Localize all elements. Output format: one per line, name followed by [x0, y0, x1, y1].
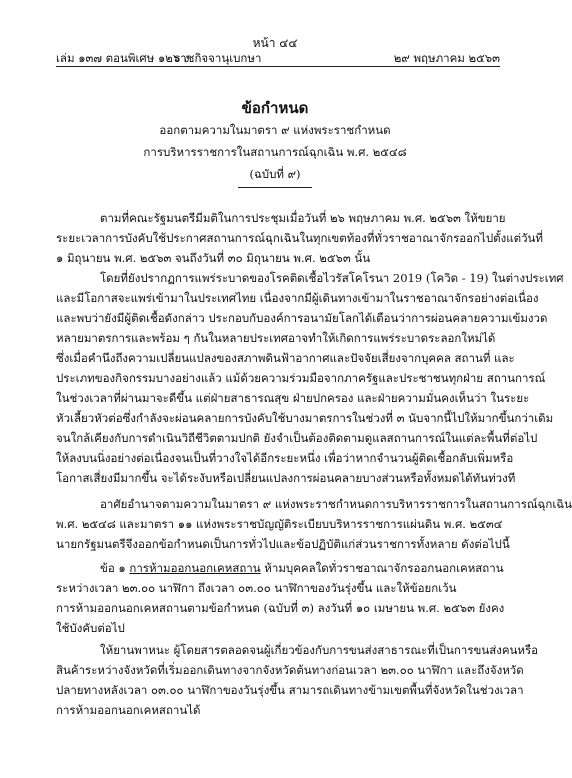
- paragraph-line: หลายมาตรการและพร้อม ๆ กันในหลายประเทศอาจทำให้เกิดการแพร่ระบาดระลอกใหม่ได้: [56, 331, 496, 345]
- paragraph-line: จนใกล้เคียงกับการดำเนินวิถีชีวิตตามปกติ ยังจำเป็นต้องติดตามดูแลสถานการณ์ในแต่ละพื้นที่ต่อไป: [56, 431, 538, 445]
- page-number: หน้า ๔๔: [252, 36, 298, 50]
- paragraph-line: โดยที่ยังปรากฏการแพร่ระบาดของโรคติดเชื้อไวรัสโคโรนา 2019 (โควิด - 19) ในต่างประเทศ: [100, 271, 564, 285]
- paragraph-line: ระหว่างเวลา ๒๓.๐๐ นาฬิกา ถึงเวลา ๐๓.๐๐ นาฬิกาของวันรุ่งขึ้น และให้ข้อยกเว้น: [56, 581, 457, 595]
- paragraph-line: ปลายทางหลังเวลา ๐๓.๐๐ นาฬิกาของวันรุ่งขึ้น สามารถเดินทางข้ามเขตพื้นที่จังหวัดในช่วงเวลา: [56, 683, 524, 697]
- paragraph-line: ในช่วงเวลาที่ผ่านมาจะดีขึ้น แต่ฝ่ายสาธารณสุข ฝ่ายปกครอง และฝ่ายความมั่นคงเห็นว่า ในระยะ: [56, 391, 530, 405]
- paragraph-authority: [56, 494, 572, 554]
- paragraph-line: ตามที่คณะรัฐมนตรีมีมติในการประชุมเมื่อวันที่ ๒๖ พฤษภาคม พ.ศ. ๒๕๖๓ ให้ขยาย: [100, 211, 506, 225]
- paragraph-line: หัวเลี้ยวหัวต่อซึ่งกำลังจะผ่อนคลายการบังคับใช้บางมาตรการในช่วงที่ ๓ นับจากนี้ไปให้มากขึ้นกว่าเดิม: [56, 411, 554, 425]
- paragraph-line: ซึ่งเมื่อคำนึงถึงความเปลี่ยนแปลงของสภาพดินฟ้าอากาศและปัจจัยเสี่ยงจากบุคคล สถานที่ และ: [56, 351, 515, 365]
- clause-1-curfew: [56, 558, 505, 638]
- paragraph-line: สินค้าระหว่างจังหวัดที่เริ่มออกเดินทางจากจังหวัดต้นทางก่อนเวลา ๒๓.๐๐ นาฬิกา และถึงจังหวัด: [56, 663, 524, 677]
- paragraph-line: ประเภทของกิจกรรมบางอย่างแล้ว แม้ด้วยความร่วมมือจากภาครัฐและประชาชนทุกฝ่าย สถานการณ์: [56, 371, 546, 385]
- paragraph-line: นายกรัฐมนตรีจึงออกข้อกำหนดเป็นการทั่วไปและข้อปฏิบัติแก่ส่วนราชการทั้งหลาย ดังต่อไปนี้: [56, 537, 510, 551]
- clause-text: ห้ามบุคคลใดทั่วราชอาณาจักรออกนอกเคหสถาน: [264, 561, 504, 575]
- document-subtitle-2: การบริหารราชการในสถานการณ์ฉุกเฉิน พ.ศ. ๒๕๔๘: [143, 145, 407, 159]
- paragraph-preamble: [56, 208, 543, 268]
- document-issue-number: (ฉบับที่ ๙): [249, 167, 301, 181]
- paragraph-line: ให้ลงบนนิ่งอย่างต่อเนื่องจนเป็นที่วางใจได้อีกระยะหนึ่ง เพื่อว่าหากจำนวนผู้ติดเชื้อกลับเพิ่มหรือ: [56, 451, 514, 465]
- clause-number: ข้อ ๑: [100, 561, 126, 575]
- publication-date: ๒๙ พฤษภาคม ๒๕๖๓: [393, 51, 500, 65]
- paragraph-line: โอกาสเสี่ยงมีมากขึ้น จะได้ระงับหรือเปลี่ยนแปลงการผ่อนคลายบางส่วนหรือทั้งหมดได้ทันท่วงที: [56, 471, 516, 485]
- paragraph-line: ระยะเวลาการบังคับใช้ประกาศสถานการณ์ฉุกเฉินในทุกเขตท้องที่ทั่วราชอาณาจักรออกไปตั้งแต่วันที่: [56, 231, 543, 245]
- header-divider: [56, 66, 500, 67]
- paragraph-line: และมีโอกาสจะแพร่เข้ามาในประเทศไทย เนื่องจากมีผู้เดินทางเข้ามาในราชอาณาจักรอย่างต่อเนื่อง: [56, 291, 539, 305]
- paragraph-line: อาศัยอำนาจตามความในมาตรา ๙ แห่งพระราชกำหนดการบริหารราชการในสถานการณ์ฉุกเฉิน: [100, 497, 572, 511]
- paragraph-line: ใช้บังคับต่อไป: [56, 621, 125, 635]
- document-subtitle-1: ออกตามความในมาตรา ๙ แห่งพระราชกำหนด: [159, 123, 391, 137]
- paragraph-line: และพบว่ายังมีผู้ติดเชื้อดังกล่าว ประกอบกับองค์การอนามัยโลกได้เตือนว่าการผ่อนคลายความเข้มงวด: [56, 311, 548, 325]
- volume-info: เล่ม ๑๓๗ ตอนพิเศษ ๑๒๖ ง: [56, 51, 190, 65]
- paragraph-line: การห้ามออกนอกเคหสถานตามข้อกำหนด (ฉบับที่ ๓) ลงวันที่ ๑๐ เมษายน พ.ศ. ๒๕๖๓ ยังคง: [56, 601, 505, 615]
- document-title: ข้อกำหนด: [241, 99, 309, 117]
- gazette-name: ราชกิจจานุเบกษา: [174, 51, 262, 65]
- paragraph-line: การห้ามออกนอกเคหสถานได้: [56, 703, 201, 717]
- clause-first-line: [56, 558, 504, 578]
- paragraph-line: ๑ มิถุนายน พ.ศ. ๒๕๖๓ จนถึงวันที่ ๓๐ มิถุนายน พ.ศ. ๒๕๖๓ นั้น: [56, 251, 371, 265]
- paragraph-line: ให้ยานพาหนะ ผู้โดยสารตลอดจนผู้เกี่ยวข้องกับการขนส่งสาธารณะที่เป็นการขนส่งคนหรือ: [100, 643, 539, 657]
- paragraph-rationale: [56, 268, 564, 488]
- title-divider: [238, 187, 312, 188]
- clause-heading: การห้ามออกนอกเคหสถาน: [129, 561, 261, 575]
- paragraph-line: พ.ศ. ๒๕๔๘ และมาตรา ๑๑ แห่งพระราชบัญญัติระเบียบบริหารราชการแผ่นดิน พ.ศ. ๒๕๓๔: [56, 517, 503, 531]
- paragraph-transport: [56, 640, 539, 720]
